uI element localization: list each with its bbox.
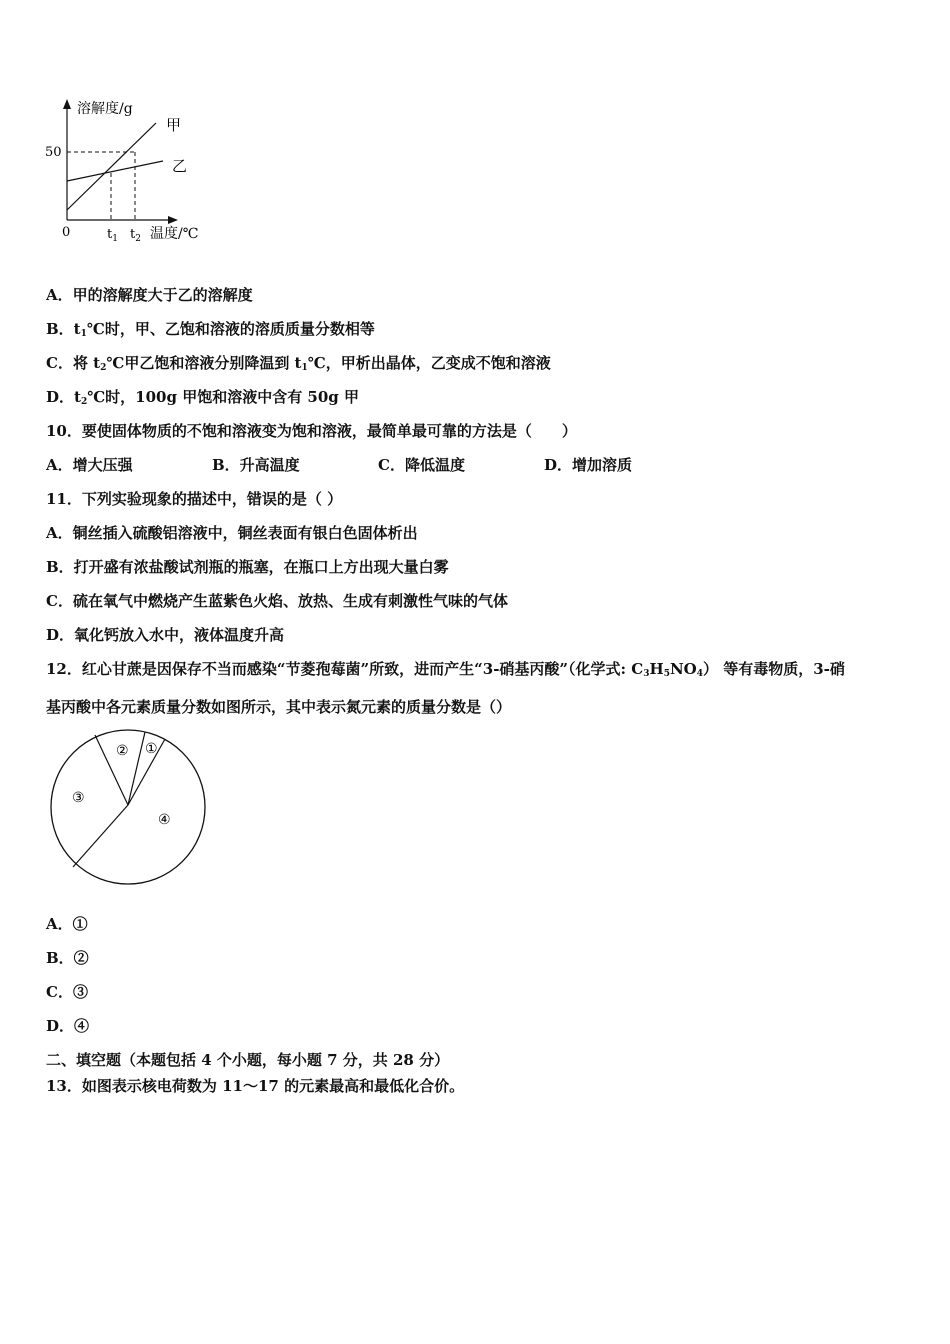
series-yi-label: 乙 [172,157,188,175]
q12-option-b: B．② [46,949,89,967]
q10-options [46,455,632,475]
q9-option-b: B．$t_1℃$时，甲、乙饱和溶液的溶质质量分数相等 [46,320,375,339]
q10-stem: 10．要使固体物质的不饱和溶液变为饱和溶液，最简单最可靠的方法是（ ） [46,422,577,440]
element-mass-pie-chart [45,725,210,890]
pie-divider-2 [128,732,145,805]
q10-option-d: D．增加溶质 [544,456,633,474]
q9-option-a: A．甲的溶解度大于乙的溶解度 [46,286,253,304]
q11-option-d: D．氧化钙放入水中，液体温度升高 [46,626,285,644]
q12-option-c: C．③ [46,983,88,1001]
pie-label-1: ① [145,741,158,757]
section2-heading: 二、填空题（本题包括 4 个小题，每小题 7 分，共 28 分） [46,1051,450,1069]
pie-divider-4 [73,805,128,867]
q11-option-a: A．铜丝插入硫酸铝溶液中，铜丝表面有银白色固体析出 [46,524,418,542]
curve-yi [67,161,163,181]
q12-stem-line1: 12．红心甘蔗是因保存不当而感染“节菱孢莓菌”所致，进而产生“3-硝基丙酸”（化学式: $C_3H_5NO_4$） 等有毒物质，3-硝 [46,660,845,679]
pie-label-4: ④ [158,812,171,828]
x-axis-arrow [168,216,178,224]
series-jia-label: 甲 [166,116,182,134]
q13-stem: 13．如图表示核电荷数为 11～17 的元素最高和最低化合价。 [46,1077,465,1095]
q12-option-d: D．④ [46,1017,90,1035]
y-tick-50: 50 [45,145,62,160]
x-tick-t1: $t_1$ [107,227,118,244]
q9-option-d: D．$t_2℃$时，100g 甲饱和溶液中含有 50g 甲 [46,388,360,407]
origin-label: 0 [62,225,71,240]
q9-option-c: C．将 $t_2℃$甲乙饱和溶液分别降温到 $t_1℃$，甲析出晶体，乙变成不饱和溶液 [46,354,551,373]
x-axis-label: 温度/℃ [150,226,199,242]
q12-stem-line2: 基丙酸中各元素质量分数如图所示，其中表示氮元素的质量分数是（） [46,698,512,716]
pie-label-3: ③ [72,790,85,806]
q10-option-a: A．增大压强 [46,456,133,474]
pie-label-2: ② [116,743,129,759]
y-axis-arrow [63,99,71,109]
x-tick-t2: $t_2$ [130,227,141,244]
q11-option-b: B．打开盛有浓盐酸试剂瓶的瓶塞，在瓶口上方出现大量白雾 [46,558,449,576]
q10-option-b: B．升高温度 [212,456,300,474]
q11-stem: 11．下列实验现象的描述中，错误的是（ ） [46,490,343,508]
q10-option-c: C．降低温度 [378,456,465,474]
solubility-chart [40,95,220,250]
q11-option-c: C．硫在氧气中燃烧产生蓝紫色火焰、放热、生成有刺激性气味的气体 [46,592,508,610]
q12-option-a: A．① [46,915,88,933]
y-axis-label: 溶解度/g [77,101,133,117]
